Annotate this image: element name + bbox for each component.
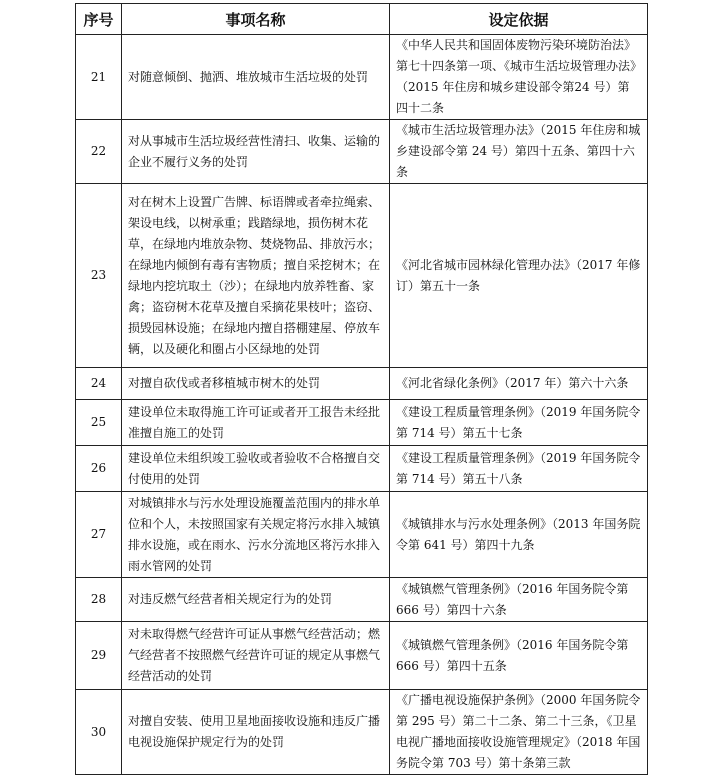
- row-index: 22: [76, 120, 122, 184]
- row-legal-basis: 《城市生活垃圾管理办法》（2015 年住房和城乡建设部令第 24 号）第四十五条、第四十六条: [390, 120, 648, 184]
- row-item-name: 对在树木上设置广告牌、标语牌或者牵拉绳索、架设电线，以树承重；践踏绿地，损伤树木花草，在绿地内堆放杂物、焚烧物品、排放污水；在绿地内倾倒有毒有害物质；擅自采挖树木；在绿地内挖坑取土（沙）；在绿地内放养牲畜、家禽；盗窃树木花草及擅自采摘花果枝叶；盗窃、损毁园林设施；在绿地内擅自搭棚建屋、停放车辆，以及硬化和圈占小区绿地的处罚: [122, 184, 390, 368]
- table-row: [76, 492, 648, 578]
- row-index: 28: [76, 578, 122, 622]
- table-row: [76, 184, 648, 368]
- row-legal-basis: 《建设工程质量管理条例》（2019 年国务院令第 714 号）第五十八条: [390, 446, 648, 492]
- row-index: 24: [76, 368, 122, 400]
- row-legal-basis: 《中华人民共和国固体废物污染环境防治法》第七十四条第一项、《城市生活垃圾管理办法》（2015 年住房和城乡建设部令第24 号）第四十二条: [390, 35, 648, 120]
- row-legal-basis: 《河北省绿化条例》（2017 年）第六十六条: [390, 368, 648, 400]
- row-index: 30: [76, 690, 122, 775]
- row-item-name: 对随意倾倒、抛洒、堆放城市生活垃圾的处罚: [122, 35, 390, 120]
- header-row: [76, 4, 648, 35]
- header-item-name: 事项名称: [122, 4, 390, 35]
- row-item-name: 对从事城市生活垃圾经营性清扫、收集、运输的企业不履行义务的处罚: [122, 120, 390, 184]
- penalty-items-table: [75, 3, 648, 775]
- row-item-name: 对违反燃气经营者相关规定行为的处罚: [122, 578, 390, 622]
- row-index: 26: [76, 446, 122, 492]
- row-index: 21: [76, 35, 122, 120]
- row-item-name: 建设单位未组织竣工验收或者验收不合格擅自交付使用的处罚: [122, 446, 390, 492]
- row-legal-basis: 《城镇燃气管理条例》（2016 年国务院令第666 号）第四十六条: [390, 578, 648, 622]
- row-legal-basis: 《广播电视设施保护条例》（2000 年国务院令第 295 号）第二十二条、第二十三条，《卫星电视广播地面接收设施管理规定》（2018 年国务院令第 703 号）第十条第三款: [390, 690, 648, 775]
- row-item-name: 对擅自安装、使用卫星地面接收设施和违反广播电视设施保护规定行为的处罚: [122, 690, 390, 775]
- row-legal-basis: 《河北省城市园林绿化管理办法》（2017 年修订）第五十一条: [390, 184, 648, 368]
- row-legal-basis: 《城镇排水与污水处理条例》（2013 年国务院令第 641 号）第四十九条: [390, 492, 648, 578]
- table-row: [76, 622, 648, 690]
- table-row: [76, 35, 648, 120]
- header-index: 序号: [76, 4, 122, 35]
- row-index: 27: [76, 492, 122, 578]
- row-item-name: 建设单位未取得施工许可证或者开工报告未经批准擅自施工的处罚: [122, 400, 390, 446]
- row-item-name: 对未取得燃气经营许可证从事燃气经营活动；燃气经营者不按照燃气经营许可证的规定从事燃气经营活动的处罚: [122, 622, 390, 690]
- row-item-name: 对城镇排水与污水处理设施覆盖范围内的排水单位和个人，未按照国家有关规定将污水排入城镇排水设施，或在雨水、污水分流地区将污水排入雨水管网的处罚: [122, 492, 390, 578]
- row-index: 25: [76, 400, 122, 446]
- table-row: [76, 368, 648, 400]
- row-index: 23: [76, 184, 122, 368]
- table-row: [76, 578, 648, 622]
- row-legal-basis: 《建设工程质量管理条例》（2019 年国务院令第 714 号）第五十七条: [390, 400, 648, 446]
- table-row: [76, 446, 648, 492]
- header-legal-basis: 设定依据: [390, 4, 648, 35]
- table-row: [76, 400, 648, 446]
- table-row: [76, 690, 648, 775]
- row-item-name: 对擅自砍伐或者移植城市树木的处罚: [122, 368, 390, 400]
- table-row: [76, 120, 648, 184]
- row-index: 29: [76, 622, 122, 690]
- row-legal-basis: 《城镇燃气管理条例》（2016 年国务院令第666 号）第四十五条: [390, 622, 648, 690]
